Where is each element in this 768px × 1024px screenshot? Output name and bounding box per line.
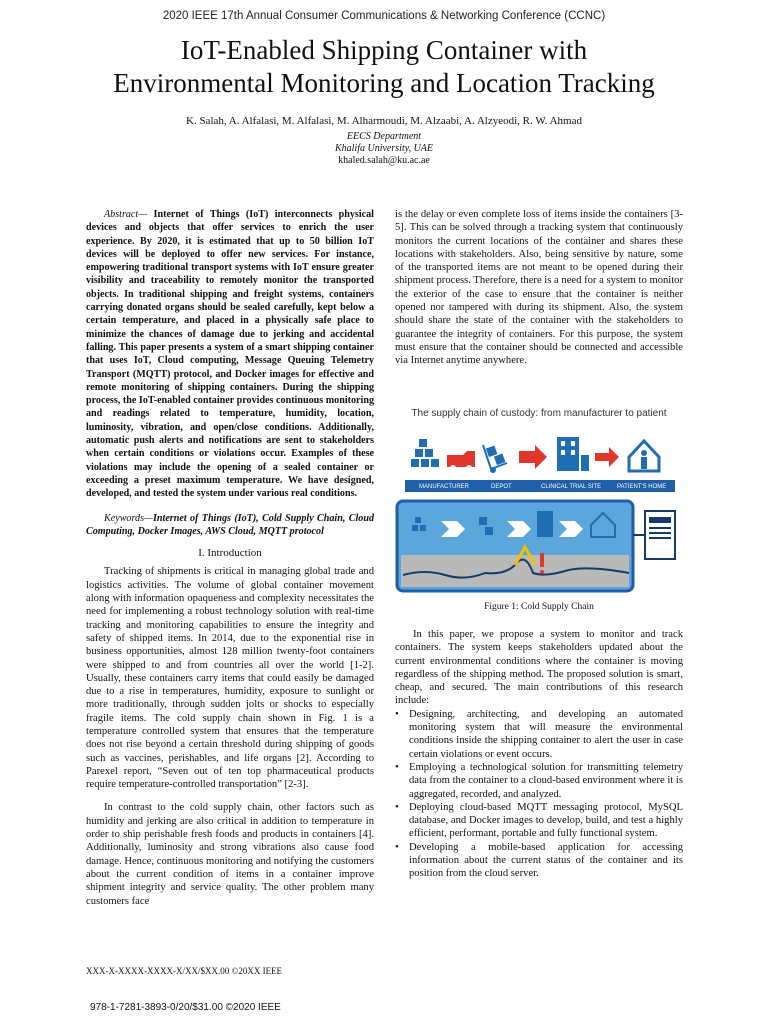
contributions-list [395, 708, 683, 881]
alert-icon [540, 553, 544, 574]
abstract [86, 208, 374, 501]
right-column-bottom [395, 628, 683, 881]
figure-caption: Figure 1: Cold Supply Chain [484, 602, 594, 612]
abstract-text: Internet of Things (IoT) interconnects physical devices and objects that offer services to enrich the user experience. By 2020, it is estimated that up to 50 billion IoT devices will be deployed to offer new services. For instance, empowering traditional transport systems with IoT ensure greater visibility and traceability to remotely monitor the transported objects. In traditional shipping and freight systems, containers carrying donated organs should be sealed carefully, kept below a certain temperature, and placed in a physically safe place to minimize the chances of damage due to jerking and accidental falling. This paper presents a system of a smart shipping container that uses IoT, Cloud computing, Message Queuing Telemetry Transport (MQTT) protocol, and Docker images for effective and remote monitoring of shipping containers. During the shipping process, the IoT-enabled container provides continuous monitoring and readings related to temperature, humidity, location, luminosity, vibration, and open/close conditions. Additionally, automatic push alerts and notifications are sent to stakeholders when certain conditions or violations occur. Examples of these violations may include the opening of a sealed container or exceeding a preset maximum temperature. We have designed, developed, and tested the system under various real conditions. [86, 209, 374, 500]
footer-copyright: 978-1-7281-3893-0/20/$31.00 ©2020 IEEE [90, 1002, 281, 1013]
contribution-item: • Employing a technological solution for transmitting telemetry data from the container to a cloud-based environment where it is aggregated, recorded, and analyzed. [409, 761, 683, 801]
shipping-box-icon [645, 511, 675, 559]
contribution-item: • Designing, architecting, and developing an automated monitoring system that will measure the environmental conditions inside the shipping container to alert the user in case certain violations or event occurs. [409, 708, 683, 761]
clinic-building-icon [557, 437, 589, 471]
manufacturer-icon [411, 439, 439, 467]
conference-header: 2020 IEEE 17th Annual Consumer Communications & Networking Conference (CCNC) [162, 10, 606, 22]
supply-chain-diagram [395, 425, 685, 600]
keywords-text: Internet of Things (IoT), Cold Supply Chain, Cloud Computing, Docker Images, AWS Cloud, MQTT protocol [86, 512, 374, 537]
label-manufacturer: MANUFACTURER [419, 484, 470, 490]
title-line-2: Environmental Monitoring and Location Tracking [113, 68, 655, 98]
left-column [86, 208, 374, 908]
footer-placeholder-copyright: XXX-X-XXXX-XXXX-X/XX/$XX.00 ©20XX IEEE [86, 966, 283, 976]
home-patient-icon [629, 441, 659, 471]
label-patients-home: PATIENT'S HOME [617, 484, 667, 490]
keywords-label: Keywords— [104, 512, 153, 524]
keywords [86, 512, 374, 539]
abstract-label: Abstract— [104, 209, 148, 220]
authors: K. Salah, A. Alfalasi, M. Alfalasi, M. Alharmoudi, M. Alzaabi, A. Alzyeodi, R. W. Ahmad [186, 115, 582, 127]
label-depot: DEPOT [491, 484, 512, 490]
section-heading-introduction: I. Introduction [198, 547, 262, 560]
contribution-item: • Developing a mobile-based application for accessing information about the current status of the container and its position from the cloud server. [409, 841, 683, 881]
arrow-red-3-icon [595, 447, 619, 467]
figure-cold-supply-chain [395, 425, 685, 600]
paper-title [40, 34, 728, 100]
right-column-top [395, 208, 683, 368]
author-email: khaled.salah@ku.ac.ae [338, 155, 430, 166]
university: Khalifa University, UAE [334, 143, 434, 154]
intro-paragraph-2: In contrast to the cold supply chain, other factors such as humidity and jerking are also critical in addition to temperature in order to ship perishable fresh foods and products in containers [4]. Additionally, luminosity and strong vibrations also cause food damage. Hence, continuous monitoring and notifying the customers about the current condition of items in a container improve shipment integrity and service quality. The other problem many customers face [86, 802, 374, 907]
figure-title: The supply chain of custody: from manufacturer to patient [411, 408, 667, 419]
title-line-1: IoT-Enabled Shipping Container with [180, 35, 588, 65]
hand-truck-icon [483, 445, 507, 473]
department: EECS Department [346, 131, 422, 142]
arrow-red-2-icon [519, 445, 547, 469]
paragraph-continuation: is the delay or even complete loss of items inside the containers [3-5]. This can be solved through a tracking system that continuously monitors the current locations of the container and shares these locations with stakeholders. Also, being sensitive by nature, some of the transported items are not meant to be opened during their shipment process. Therefore, there is a need for a system to monitor the exterior of the case to ensure that the container is neither opened nor tampered with during its shipment. Also, the system should share the state of the container with the stakeholders to guarantee the integrity of containers. For this purpose, the system must ensure that the container should be connected and accessible via Internet anytime anywhere. [395, 209, 683, 367]
road-strip [401, 555, 629, 587]
label-clinical-trial-site: CLINICAL TRIAL SITE [541, 484, 602, 490]
truck-icon [447, 451, 475, 471]
contribution-item: • Deploying cloud-based MQTT messaging protocol, MySQL database, and Docker images to develop, build, and test a highly efficient, performant, portable and fully functional system. [409, 801, 683, 841]
intro-paragraph-1: Tracking of shipments is critical in managing global trade and logistics activities. The volume of global container movement along with information opaqueness and complexity necessitates the need for implementing a robust technology solution with real-time tracking and monitoring capabilities to ensure the integrity and safety of shipped items. In 2014, due to the exponential rise in business opportunities, almost 128 million twenty-foot containers were shipped to and from countries all over the world [1-2]. Usually, these containers carry items that could easily be damaged due to a rise in temperatures, humidity, exposure to sunlight or more traditionally, through sudden jolts or shocks to especially fragile items. The cold supply chain shown in Fig. 1 is a temperature controlled system that ensures that the temperature does not rise beyond a certain threshold during shipping of goods such as vaccines, perishables, and life organs [2]. According to Parexel report, “Seven out of ten top pharmaceutical products require temperature-controlled transportation” [2-3]. [86, 566, 374, 791]
paragraph-this-paper: In this paper, we propose a system to monitor and track containers. The system keeps stakeholders updated about the current environmental conditions where the container is moving regardless of the shipping method. The proposed solution is smart, cheap, and secured. The main contributions of this research include: [395, 629, 683, 707]
